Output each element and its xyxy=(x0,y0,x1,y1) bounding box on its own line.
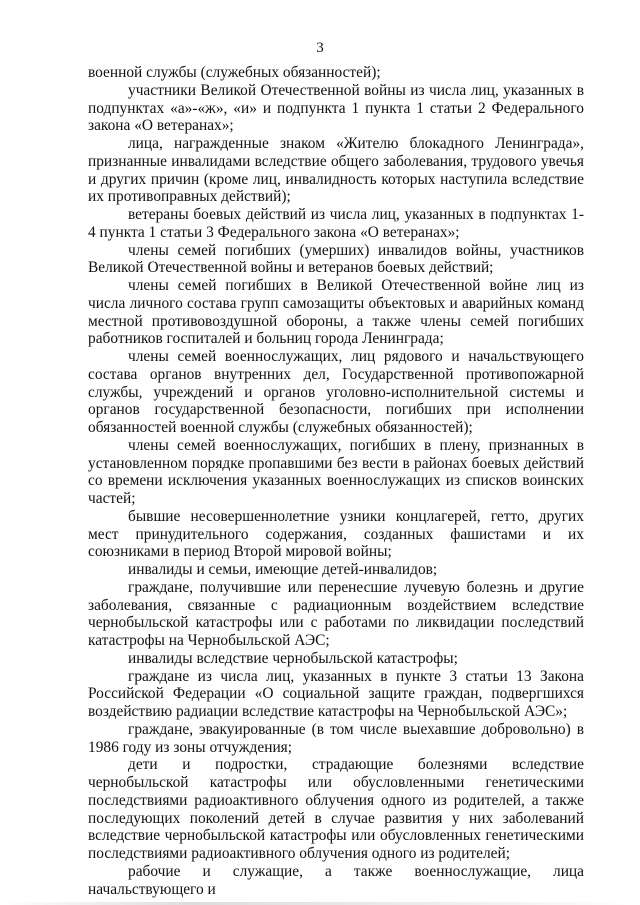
document-body xyxy=(88,64,584,898)
paragraph: инвалиды и семьи, имеющие детей-инвалидов; xyxy=(128,561,438,578)
paragraph: члены семей погибших в Великой Отечественной войне лиц из числа личного состава групп самозащиты объектовых и аварийных команд местной противовоздушной обороны, а также члены семей погибших работников госпиталей и больниц города Ленинграда; xyxy=(88,277,584,348)
paragraph: члены семей военнослужащих, погибших в плену, признанных в установленном порядке пропавшими без вести в районах боевых действий со времени исключения указанных военнослужащих из списков воинских частей; xyxy=(88,436,584,507)
paragraph: инвалиды вследствие чернобыльской катастрофы; xyxy=(128,649,458,667)
paragraph: рабочие и служащие, а также военнослужащие, лица начальствующего и xyxy=(88,862,584,898)
paragraph: ветераны боевых действий из числа лиц, указанных в подпунктах 1-4 пункта 1 статьи 3 Федерального закона «О ветеранах»; xyxy=(88,206,584,241)
page-number: 3 xyxy=(316,40,324,56)
paragraph: бывшие несовершеннолетние узники концлагерей, гетто, других мест принудительного содержания, созданных фашистами и их союзниками в период Второй мировой войны; xyxy=(88,507,584,561)
paragraph: граждане, эвакуированные (в том числе выехавшие добровольно) в 1986 году из зоны отчуждения; xyxy=(88,720,584,756)
paragraph: члены семей военнослужащих, лиц рядового и начальствующего состава органов внутренних дел, Государственной противопожарной службы, учреждений и органов уголовно-исполнительной системы и органов государственной безопасности, погибших при исполнении обязанностей военной службы (служебных обязанностей); xyxy=(88,348,584,436)
paragraph: лица, награжденные знаком «Жителю блокадного Ленинграда», признанные инвалидами вследствие общего заболевания, трудового увечья и других причин (кроме лиц, инвалидность которых наступила вследствие их противоправных действий); xyxy=(88,135,584,206)
paragraph: члены семей погибших (умерших) инвалидов войны, участников Великой Отечественной войны и ветеранов боевых действий; xyxy=(88,241,584,277)
paragraph: граждане, получившие или перенесшие лучевую болезнь и другие заболевания, связанные с радиационным воздействием вследствие чернобыльской катастрофы или с работами по ликвидации последствий катастрофы на Чернобыльской АЭС; xyxy=(88,578,584,649)
paragraph: военной службы (служебных обязанностей); xyxy=(88,64,381,81)
paragraph: дети и подростки, страдающие болезнями вследствие чернобыльской катастрофы или обусловленными генетическими последствиями радиоактивного облучения одного из родителей, а также последующих поколений детей в случае развития у них заболеваний вследствие чернобыльской катастрофы или обусловленных генетическими последствиями радиоактивного облучения одного из родителей; xyxy=(88,756,584,862)
paragraph: участники Великой Отечественной войны из числа лиц, указанных в подпунктах «а»-«ж», «и» и подпункта 1 пункта 1 статьи 2 Федерального закона «О ветеранах»; xyxy=(88,81,584,135)
paragraph: граждане из числа лиц, указанных в пункте 3 статьи 13 Закона Российской Федерации «О социальной защите граждан, подвергшихся воздействию радиации вследствие катастрофы на Чернобыльской АЭС»; xyxy=(88,667,584,720)
